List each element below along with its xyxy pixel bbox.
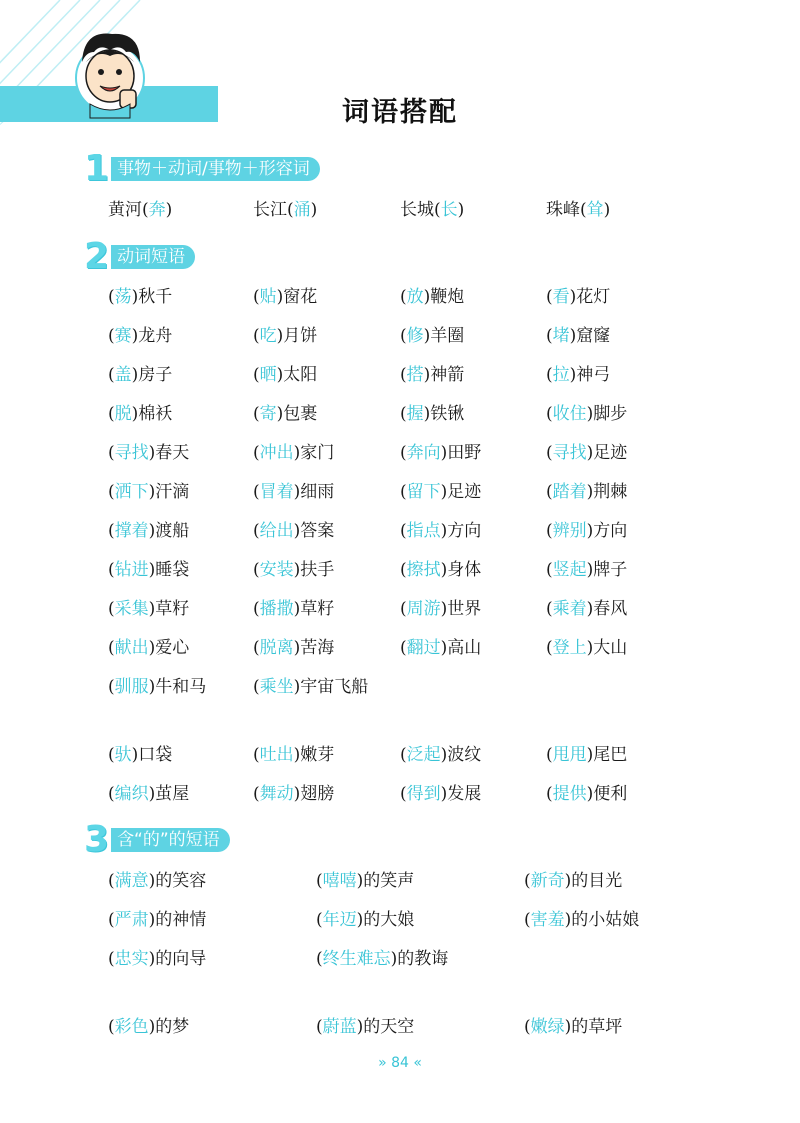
answer-text: 晒 (259, 365, 277, 385)
phrase-prefix: ( (400, 443, 407, 463)
phrase-prefix: ( (316, 910, 323, 930)
phrase-prefix: ( (546, 560, 553, 580)
phrase-suffix: )神弓 (569, 365, 611, 385)
phrase-prefix: ( (253, 365, 260, 385)
page-title: 词语搭配 (342, 97, 458, 128)
phrase-prefix: ( (108, 482, 115, 502)
phrase-prefix: 珠峰( (546, 200, 587, 220)
answer-text: 舞动 (259, 784, 294, 804)
phrase-row (0, 781, 800, 807)
phrase-prefix: ( (253, 521, 260, 541)
answer-text: 堵 (552, 326, 570, 346)
phrase-suffix: )荆棘 (586, 482, 628, 502)
phrase-item (253, 479, 334, 505)
left-arrow-icon: » (378, 1055, 392, 1071)
phrase-prefix: ( (253, 638, 260, 658)
answer-text: 搭 (406, 365, 424, 385)
phrase-item (546, 440, 627, 466)
phrase-item (253, 742, 334, 768)
phrase-item (253, 674, 368, 700)
phrase-item (108, 323, 172, 349)
phrase-suffix: )的天空 (356, 1017, 415, 1037)
phrase-item (316, 868, 414, 894)
phrase-item (253, 362, 317, 388)
phrase-item (400, 557, 481, 583)
phrase-prefix: ( (108, 560, 115, 580)
answer-text: 满意 (114, 871, 149, 891)
phrase-prefix: ( (253, 404, 260, 424)
answer-text: 拉 (552, 365, 570, 385)
phrase-prefix: ( (400, 365, 407, 385)
phrase-item (316, 1014, 414, 1040)
phrase-suffix: )的草坪 (564, 1017, 623, 1037)
phrase-prefix: ( (108, 1017, 115, 1037)
phrase-suffix: )牌子 (586, 560, 628, 580)
answer-text: 蔚蓝 (322, 1017, 357, 1037)
phrase-item (316, 907, 414, 933)
phrase-suffix: )龙舟 (131, 326, 173, 346)
answer-text: 放 (406, 287, 424, 307)
phrase-prefix: ( (108, 910, 115, 930)
phrase-item (546, 557, 627, 583)
answer-text: 乘坐 (259, 677, 294, 697)
phrase-item (108, 362, 172, 388)
phrase-item (524, 868, 622, 894)
answer-text: 修 (406, 326, 424, 346)
phrase-suffix: )宇宙飞船 (293, 677, 369, 697)
phrase-prefix: ( (524, 910, 531, 930)
answer-text: 提供 (552, 784, 587, 804)
phrase-prefix: ( (253, 745, 260, 765)
answer-text: 吃 (259, 326, 277, 346)
phrase-suffix: )包裹 (276, 404, 318, 424)
phrase-suffix: )窗花 (276, 287, 318, 307)
answer-text: 编织 (114, 784, 149, 804)
phrase-suffix: )牛和马 (148, 677, 207, 697)
phrase-item (253, 440, 334, 466)
phrase-prefix: ( (546, 326, 553, 346)
answer-text: 脱 (114, 404, 132, 424)
answer-text: 冒着 (259, 482, 294, 502)
phrase-suffix: )渡船 (148, 521, 190, 541)
phrase-suffix: )翅膀 (293, 784, 335, 804)
phrase-suffix: )便利 (586, 784, 628, 804)
phrase-suffix: )的大娘 (356, 910, 415, 930)
answer-text: 泛起 (406, 745, 441, 765)
phrase-item (400, 284, 464, 310)
section-label: 动词短语 (111, 245, 195, 269)
phrase-item (108, 401, 172, 427)
answer-text: 献出 (114, 638, 149, 658)
phrase-prefix: ( (400, 287, 407, 307)
phrase-item (400, 596, 481, 622)
phrase-suffix: )嫩芽 (293, 745, 335, 765)
phrase-item (108, 868, 206, 894)
phrase-prefix: ( (253, 326, 260, 346)
phrase-item (108, 781, 189, 807)
answer-text: 荡 (114, 287, 132, 307)
phrase-suffix: )足迹 (586, 443, 628, 463)
answer-text: 年迈 (322, 910, 357, 930)
phrase-suffix: ) (310, 200, 318, 220)
phrase-row (0, 868, 800, 894)
phrase-prefix: ( (400, 638, 407, 658)
section-number: 3 (84, 819, 110, 860)
answer-text: 嘻嘻 (322, 871, 357, 891)
phrase-prefix: ( (524, 871, 531, 891)
phrase-item (108, 635, 189, 661)
phrase-row (0, 197, 800, 223)
phrase-item (400, 781, 481, 807)
right-arrow-icon: « (408, 1055, 422, 1071)
phrase-suffix: )方向 (586, 521, 628, 541)
phrase-prefix: ( (400, 482, 407, 502)
phrase-item (253, 635, 334, 661)
phrase-suffix: )的神情 (148, 910, 207, 930)
phrase-suffix: )的教诲 (390, 949, 449, 969)
phrase-item (108, 742, 172, 768)
section-number: 2 (84, 236, 110, 277)
phrase-row (0, 1014, 800, 1040)
phrase-suffix: )的笑容 (148, 871, 207, 891)
phrase-item (108, 1014, 189, 1040)
phrase-suffix: )方向 (440, 521, 482, 541)
answer-text: 洒下 (114, 482, 149, 502)
phrase-suffix: )发展 (440, 784, 482, 804)
phrase-item (400, 742, 481, 768)
answer-text: 严肃 (114, 910, 149, 930)
answer-text: 寻找 (552, 443, 587, 463)
phrase-item (400, 401, 464, 427)
phrase-prefix: ( (546, 404, 553, 424)
phrase-prefix: ( (108, 871, 115, 891)
phrase-item (108, 674, 206, 700)
phrase-prefix: ( (400, 745, 407, 765)
phrase-suffix: )大山 (586, 638, 628, 658)
answer-text: 奔向 (406, 443, 441, 463)
phrase-suffix: )的向导 (148, 949, 207, 969)
section-header-3 (84, 819, 230, 860)
phrase-suffix: )羊圈 (423, 326, 465, 346)
phrase-item (253, 401, 317, 427)
section-label: 事物＋动词/事物＋形容词 (111, 157, 320, 181)
phrase-suffix: )花灯 (569, 287, 611, 307)
phrase-item (253, 197, 317, 223)
page-number (0, 1055, 800, 1071)
phrase-prefix: ( (108, 638, 115, 658)
answer-text: 握 (406, 404, 424, 424)
phrase-item (400, 635, 481, 661)
phrase-item (108, 557, 189, 583)
phrase-item (253, 557, 334, 583)
phrase-suffix: ) (165, 200, 173, 220)
phrase-prefix: ( (253, 482, 260, 502)
answer-text: 驯服 (114, 677, 149, 697)
phrase-item (108, 284, 172, 310)
phrase-prefix: ( (546, 365, 553, 385)
phrase-prefix: ( (400, 784, 407, 804)
phrase-item (108, 479, 189, 505)
page-number-text: 84 (391, 1055, 409, 1071)
answer-text: 耸 (586, 200, 604, 220)
phrase-prefix: ( (108, 745, 115, 765)
phrase-item (400, 197, 464, 223)
phrase-row (0, 323, 800, 349)
answer-text: 竖起 (552, 560, 587, 580)
phrase-prefix: ( (108, 677, 115, 697)
phrase-item (253, 596, 334, 622)
answer-text: 害羞 (530, 910, 565, 930)
answer-text: 冲出 (259, 443, 294, 463)
phrase-prefix: ( (108, 404, 115, 424)
phrase-suffix: )高山 (440, 638, 482, 658)
phrase-suffix: )爱心 (148, 638, 190, 658)
answer-text: 赛 (114, 326, 132, 346)
phrase-item (546, 284, 610, 310)
phrase-row (0, 557, 800, 583)
phrase-suffix: )尾巴 (586, 745, 628, 765)
phrase-item (108, 907, 206, 933)
answer-text: 寻找 (114, 443, 149, 463)
answer-text: 终生难忘 (322, 949, 391, 969)
phrase-item (108, 197, 172, 223)
phrase-prefix: ( (316, 1017, 323, 1037)
answer-text: 新奇 (530, 871, 565, 891)
answer-text: 脱离 (259, 638, 294, 658)
answer-text: 采集 (114, 599, 149, 619)
phrase-item (546, 781, 627, 807)
phrase-prefix: ( (524, 1017, 531, 1037)
answer-text: 踏着 (552, 482, 587, 502)
phrase-prefix: ( (108, 443, 115, 463)
answer-text: 撑着 (114, 521, 149, 541)
phrase-suffix: )的梦 (148, 1017, 190, 1037)
phrase-prefix: ( (108, 365, 115, 385)
phrase-prefix: ( (546, 443, 553, 463)
phrase-prefix: ( (546, 784, 553, 804)
phrase-suffix: )答案 (293, 521, 335, 541)
phrase-item (108, 440, 189, 466)
phrase-row (0, 401, 800, 427)
answer-text: 乘着 (552, 599, 587, 619)
phrase-suffix: )苦海 (293, 638, 335, 658)
phrase-prefix: ( (316, 871, 323, 891)
phrase-row (0, 635, 800, 661)
phrase-prefix: ( (546, 638, 553, 658)
phrase-prefix: ( (400, 521, 407, 541)
phrase-prefix: 长江( (253, 200, 294, 220)
phrase-prefix: 黄河( (108, 200, 149, 220)
answer-text: 得到 (406, 784, 441, 804)
phrase-prefix: ( (400, 560, 407, 580)
answer-text: 寄 (259, 404, 277, 424)
answer-text: 给出 (259, 521, 294, 541)
answer-text: 安装 (259, 560, 294, 580)
phrase-row (0, 479, 800, 505)
phrase-suffix: )脚步 (586, 404, 628, 424)
section-number: 1 (84, 148, 110, 189)
answer-text: 奔 (148, 200, 166, 220)
phrase-suffix: )月饼 (276, 326, 318, 346)
answer-text: 周游 (406, 599, 441, 619)
phrase-suffix: )田野 (440, 443, 482, 463)
phrase-prefix: ( (400, 326, 407, 346)
answer-text: 留下 (406, 482, 441, 502)
answer-text: 看 (552, 287, 570, 307)
answer-text: 辨别 (552, 521, 587, 541)
phrase-item (546, 635, 627, 661)
phrase-prefix: ( (108, 784, 115, 804)
phrase-suffix: )波纹 (440, 745, 482, 765)
phrase-suffix: )房子 (131, 365, 173, 385)
phrase-suffix: )茧屋 (148, 784, 190, 804)
phrase-item (253, 781, 334, 807)
phrase-row (0, 742, 800, 768)
answer-text: 登上 (552, 638, 587, 658)
phrase-prefix: ( (546, 745, 553, 765)
phrase-prefix: ( (253, 599, 260, 619)
phrase-item (400, 362, 464, 388)
answer-text: 翻过 (406, 638, 441, 658)
phrase-suffix: )棉袄 (131, 404, 173, 424)
phrase-item (546, 596, 627, 622)
phrase-prefix: ( (546, 287, 553, 307)
phrase-suffix: )的笑声 (356, 871, 415, 891)
phrase-prefix: ( (316, 949, 323, 969)
phrase-row (0, 946, 800, 972)
phrase-suffix: )细雨 (293, 482, 335, 502)
phrase-item (108, 946, 206, 972)
phrase-prefix: ( (108, 326, 115, 346)
phrase-row (0, 907, 800, 933)
answer-text: 吐出 (259, 745, 294, 765)
phrase-suffix: )睡袋 (148, 560, 190, 580)
phrase-suffix: )草籽 (148, 599, 190, 619)
answer-text: 彩色 (114, 1017, 149, 1037)
phrase-suffix: ) (603, 200, 611, 220)
phrase-prefix: ( (546, 482, 553, 502)
phrase-suffix: )身体 (440, 560, 482, 580)
phrase-prefix: ( (108, 287, 115, 307)
phrase-suffix: )秋千 (131, 287, 173, 307)
phrase-item (546, 401, 627, 427)
phrase-prefix: ( (253, 677, 260, 697)
phrase-prefix: ( (253, 443, 260, 463)
phrase-prefix: ( (253, 560, 260, 580)
phrase-suffix: )的目光 (564, 871, 623, 891)
section-label: 含“的”的短语 (111, 828, 230, 852)
answer-text: 指点 (406, 521, 441, 541)
phrase-item (253, 518, 334, 544)
phrase-suffix: )家门 (293, 443, 335, 463)
phrase-prefix: ( (400, 599, 407, 619)
phrase-row (0, 674, 800, 700)
phrase-row (0, 596, 800, 622)
phrase-suffix: )春天 (148, 443, 190, 463)
phrase-suffix: )口袋 (131, 745, 173, 765)
section-header-1 (84, 148, 320, 189)
phrase-item (400, 518, 481, 544)
answer-text: 甩甩 (552, 745, 587, 765)
phrase-prefix: 长城( (400, 200, 441, 220)
phrase-prefix: ( (108, 949, 115, 969)
answer-text: 长 (440, 200, 458, 220)
phrase-item (108, 518, 189, 544)
phrase-item (546, 518, 627, 544)
phrase-item (524, 1014, 622, 1040)
answer-text: 嫩绿 (530, 1017, 565, 1037)
answer-text: 播撒 (259, 599, 294, 619)
phrase-suffix: )鞭炮 (423, 287, 465, 307)
phrase-item (253, 284, 317, 310)
answer-text: 盖 (114, 365, 132, 385)
phrase-suffix: )世界 (440, 599, 482, 619)
phrase-item (108, 596, 189, 622)
answer-text: 钻进 (114, 560, 149, 580)
phrase-item (253, 323, 317, 349)
phrase-prefix: ( (108, 599, 115, 619)
phrase-item (546, 742, 627, 768)
phrase-suffix: )窟窿 (569, 326, 611, 346)
phrase-prefix: ( (546, 521, 553, 541)
phrase-item (546, 362, 610, 388)
phrase-item (524, 907, 639, 933)
answer-text: 擦拭 (406, 560, 441, 580)
phrase-suffix: )铁锹 (423, 404, 465, 424)
phrase-prefix: ( (108, 521, 115, 541)
phrase-row (0, 440, 800, 466)
phrase-suffix: )太阳 (276, 365, 318, 385)
phrase-row (0, 284, 800, 310)
phrase-row (0, 518, 800, 544)
phrase-suffix: )足迹 (440, 482, 482, 502)
phrase-row (0, 362, 800, 388)
phrase-item (546, 323, 610, 349)
phrase-item (546, 479, 627, 505)
answer-text: 涌 (293, 200, 311, 220)
phrase-suffix: ) (457, 200, 465, 220)
phrase-item (400, 479, 481, 505)
answer-text: 贴 (259, 287, 277, 307)
answer-text: 收住 (552, 404, 587, 424)
phrase-suffix: )扶手 (293, 560, 335, 580)
phrase-suffix: )汗滴 (148, 482, 190, 502)
answer-text: 驮 (114, 745, 132, 765)
phrase-item (400, 323, 464, 349)
phrase-suffix: )的小姑娘 (564, 910, 640, 930)
phrase-prefix: ( (400, 404, 407, 424)
phrase-suffix: )草籽 (293, 599, 335, 619)
phrase-suffix: )神箭 (423, 365, 465, 385)
section-header-2 (84, 236, 195, 277)
phrase-item (316, 946, 448, 972)
phrase-prefix: ( (253, 784, 260, 804)
phrase-item (400, 440, 481, 466)
phrase-item (546, 197, 610, 223)
answer-text: 忠实 (114, 949, 149, 969)
phrase-prefix: ( (253, 287, 260, 307)
phrase-suffix: )春风 (586, 599, 628, 619)
phrase-prefix: ( (546, 599, 553, 619)
